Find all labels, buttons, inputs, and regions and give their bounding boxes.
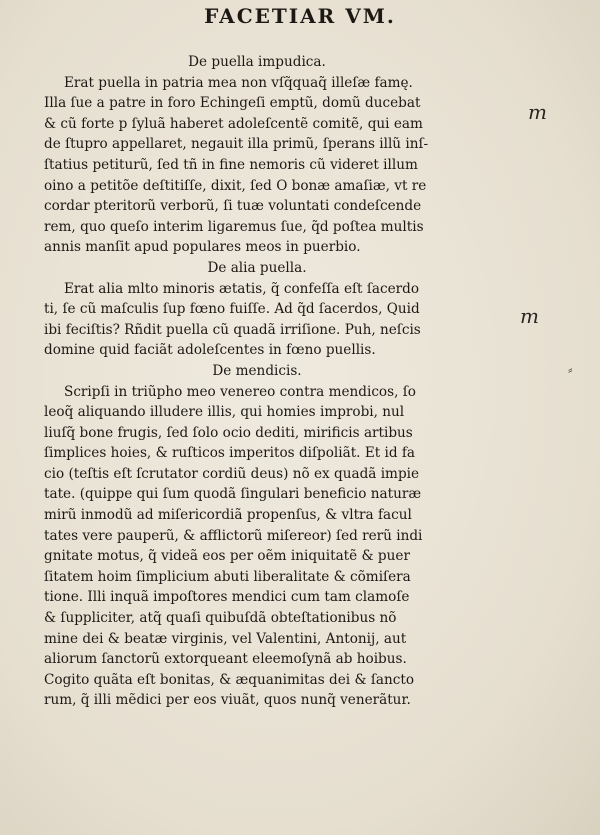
text-line: Cogito quãta eſt bonitas, & æquanimitas dei & ſancto (44, 671, 415, 688)
text-line: rem, quo queſo interim ligaremus ſue, q̃d poſtea multis (44, 218, 424, 235)
text-line: domine quid faciãt adoleſcentes in fœno puellis. (44, 342, 376, 359)
text-line: Erat puella in patria mea non vſq̃quaq̃ illeſæ famę. (64, 74, 413, 91)
text-line: ibi feciſtis? Rñdit puella cũ quadã irriſione. Puh, neſcis (44, 321, 421, 338)
text-line: mirũ inmodũ ad miſericordiã propenſus, & vltra facul (44, 507, 412, 524)
text-line: gnitate motus, q̃ videã eos per oẽm iniquitatẽ & puer (44, 548, 410, 565)
running-head: FACETIAR VM. (204, 4, 396, 28)
text-line: aliorum ſanctorũ extorqueant eleemoſynã ab hoibus. (44, 651, 407, 668)
text-line: annis manſit apud populares meos in puerbio. (44, 239, 361, 256)
section-heading: De alia puella. (207, 259, 307, 276)
text-line: & ſuppliciter, atq̃ quaſi quibuſdã obteſtationibus nõ (44, 610, 397, 627)
text-line: Erat alia mlto minoris ætatis, q̃ confeſſa eſt ſacerdo (64, 280, 420, 297)
text-line: tates vere pauperũ, & afflictorũ miſereor) ſed rerũ indi (44, 527, 423, 544)
text-line: liuſq̃ bone frugis, ſed ſolo ocio dediti, mirificis artibus (44, 424, 413, 441)
text-line: tione. Illi inquã impoſtores mendici cum tam clamoſe (44, 589, 410, 606)
text-line: ſtatius petiturũ, ſed tñ in fine nemoris cũ videret illum (44, 156, 418, 173)
stray-ink-mark: ⸗ (568, 362, 573, 378)
text-line: de ſtupro appellaret, negauit illa primũ, ſperans illũ inſ- (44, 136, 429, 153)
text-line: cio (teſtis eſt ſcrutator cordiũ deus) nõ ex quadã impie (44, 465, 420, 482)
text-line: Illa ſue a patre in foro Echingeſi emptũ, domũ ducebat (44, 95, 421, 112)
text-line: oino a petitõe deſtitiſſe, dixit, ſed O bonæ amaſiæ, vt re (44, 177, 427, 194)
text-line: & cũ forte p ſyluã haberet adoleſcentẽ comitẽ, qui eam (44, 115, 423, 132)
text-line: rum, q̃ illi mẽdici per eos viuãt, quos nunq̃ venerãtur. (44, 692, 411, 709)
text-line: leoq̃ aliquando illudere illis, qui homies improbi, nul (44, 404, 405, 421)
page-text (44, 52, 490, 711)
marginal-note: m (528, 100, 547, 124)
text-line: cordar pteritorũ verborũ, ſi tuæ voluntati condeſcende (44, 198, 422, 215)
text-line: tate. (quippe qui ſum quodã ſingulari beneficio naturæ (44, 486, 422, 503)
section-heading: De puella impudica. (188, 54, 326, 70)
text-line: mine dei & beatæ virginis, vel Valentini, Antonij, aut (44, 630, 407, 647)
marginal-note: m (520, 304, 539, 328)
text-line: ſimplices hoies, & ruſticos imperitos diſpoliãt. Et id fa (44, 445, 416, 462)
text-line: ti, ſe cũ maſculis ſup fœno fuiſſe. Ad q̃d ſacerdos, Quid (44, 301, 420, 318)
section-heading: De mendicis. (212, 362, 302, 379)
text-line: Scripſi in triũpho meo venereo contra mendicos, ſo (64, 383, 416, 400)
text-line: ſitatem hoim ſimplicium abuti liberalitate & cõmiſera (44, 568, 411, 585)
